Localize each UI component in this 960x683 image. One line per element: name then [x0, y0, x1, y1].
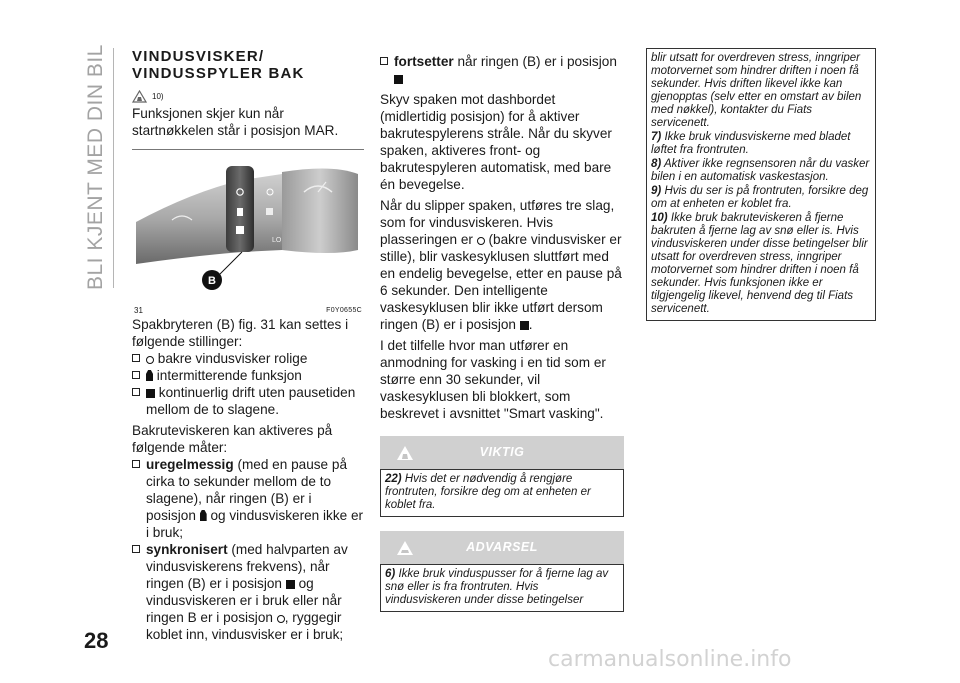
continuous-icon: [394, 75, 403, 84]
warning-notice-header: [380, 531, 624, 564]
paragraph-text: .: [528, 317, 533, 332]
mode-text: og vindusviskeren er i bruk eller når ringen B er i posisjon: [146, 576, 342, 625]
note-number: 7): [651, 131, 662, 143]
figure-number: 31: [134, 306, 143, 315]
ring-off-icon: [277, 615, 285, 623]
continuous-icon: [520, 321, 529, 330]
stop-item-text: kontinuerlig drift uten pausetiden mellom de to slagene.: [146, 385, 356, 417]
notice-text: Ikke bruk vinduspusser for å fjerne lag av snø eller is fra frontruten. Hvis vindusviskeren under disse betingelser: [385, 568, 609, 606]
note-number: 9): [651, 185, 662, 197]
mode-irregular: [132, 456, 364, 541]
important-notice-title: VIKTIG: [479, 445, 525, 459]
continuous-icon: [146, 389, 155, 398]
mode-term: fortsetter: [394, 54, 454, 69]
washer-paragraph: Skyv spaken mot dashbordet (midlertidig posisjon) for å aktiver bakrutespylerens stråle. Når du skyver spaken, aktiveres front- og bakrutespyleren automatisk, med bare én bevegelse.: [380, 92, 612, 192]
continuous-icon: [286, 580, 295, 589]
mode-text: , ryggegir koblet inn, vindusvisker er i bruk;: [146, 610, 344, 642]
intermittent-icon: [146, 370, 153, 381]
stalk-positions-intro: Spakbryteren (B) fig. 31 kan settes i følgende stillinger:: [132, 317, 349, 349]
important-notice-header: [380, 436, 624, 469]
stop-item-continuous: [132, 384, 364, 418]
timeout-paragraph: I det tilfelle hvor man utfører en anmodning for vasking i en tid som er større enn 30 sekunder, vil vaskesyklusen bli blokkert, som beskrevet i avsnittet "Smart vasking".: [380, 338, 606, 421]
warning-hand-icon: [396, 445, 414, 461]
stop-item-text: bakre vindusvisker rolige: [157, 351, 308, 366]
mode-term: synkronisert: [146, 542, 228, 557]
ring-off-icon: [477, 237, 485, 245]
mode-text: (med en pause på cirka to sekunder mellom de to slagene), når ringen (B) er i posisjon: [146, 457, 348, 523]
mode-continuous: [380, 53, 624, 87]
ring-off-icon: [146, 356, 154, 364]
warning-notice-body: [380, 564, 624, 612]
notice-number: 6): [385, 568, 396, 580]
stop-item-off: [132, 350, 364, 367]
mode-text: når ringen (B) er i posisjon: [457, 54, 617, 69]
footer-watermark-link[interactable]: carmanualsonline.info: [548, 647, 792, 672]
mode-text: (med halvparten av vindusviskerens frekvens), når ringen (B) er i posisjon: [146, 542, 348, 591]
warning-continuation-box: [646, 48, 876, 321]
activation-intro: Bakruteviskeren kan aktiveres på følgende måter:: [132, 423, 333, 455]
warning-hand-icon: [132, 90, 147, 103]
bullet-square-icon: [132, 371, 140, 379]
paragraph-text: Når du slipper spaken, utføres tre slag, som for vindusviskeren. Hvis plasseringen er: [380, 198, 615, 247]
continuation-text: blir utsatt for overdreven stress, inngriper motorvernet som hindrer driften i noen få sekunder. Hvis driften likevel ikke kan gjenopptas (selv etter en omstart av bilen med nøkkel), kontakter du Fiats servicenett.: [651, 52, 862, 129]
note-7: [651, 131, 871, 157]
column-1: [132, 48, 364, 643]
column-3: [646, 48, 876, 321]
intro-paragraph: Funksjonen skjer kun når startnøkkelen står i posisjon MAR.: [132, 106, 339, 138]
figure-code: F0Y0655C: [326, 307, 362, 314]
note-number: 10): [651, 212, 668, 224]
stalk-lo-label: LO: [272, 237, 282, 244]
notice-number: 22): [385, 473, 402, 485]
note-9: [651, 185, 871, 211]
important-notice-body: [380, 469, 624, 517]
warning-notice-title: ADVARSEL: [466, 540, 538, 554]
note-text: Ikke bruk vindusviskerne med bladet løftet fra frontruten.: [651, 131, 851, 156]
section-heading-line1: VINDUSVISKER/: [132, 48, 265, 65]
mode-text: og vindusviskeren ikke er i bruk;: [146, 508, 364, 540]
bullet-square-icon: [132, 354, 140, 362]
stop-item-text: intermitterende funksjon: [156, 368, 302, 383]
release-paragraph: [380, 197, 624, 333]
section-heading-line2: VINDUSSPYLER BAK: [132, 65, 305, 82]
mode-term: uregelmessig: [146, 457, 234, 472]
stop-item-intermittent: [132, 367, 364, 384]
note-number: 8): [651, 158, 662, 170]
mode-synchronized: [132, 541, 364, 643]
bullet-square-icon: [132, 388, 140, 396]
wiper-stalk-illustration: [132, 152, 364, 302]
section-divider: [113, 48, 114, 288]
figure-31: [132, 152, 364, 315]
note-10: [651, 212, 871, 316]
bullet-square-icon: [380, 57, 388, 65]
column-2: [380, 53, 624, 612]
note-text: Aktiver ikke regnsensoren når du vasker bilen i en automatisk vaskestasjon.: [651, 158, 870, 183]
note-text: Ikke bruk bakruteviskeren å fjerne bakruten å fjerne lag av snø eller is. Hvis vindusviskeren under disse betingelser blir utsatt for overdreven stress, inngriper motorvernet som hindrer driften i noen få sekunder. Hvis funksjonen ikke er tilgjengelig likevel, henvend deg til Fiats servicenett.: [651, 212, 868, 315]
bullet-square-icon: [132, 545, 140, 553]
page-number: 28: [84, 628, 109, 653]
section-title-vertical: BLI KJENT MED DIN BIL: [84, 44, 107, 290]
bullet-square-icon: [132, 460, 140, 468]
note-text: Hvis du ser is på frontruten, forsikre deg om at enheten er koblet fra.: [651, 185, 869, 210]
car-warning-icon: [396, 540, 414, 556]
reference-row: [132, 87, 364, 105]
figure-top-rule: [132, 149, 364, 150]
intermittent-icon: [200, 510, 207, 521]
reference-number: 10): [152, 91, 164, 101]
notice-text: Hvis det er nødvendig å rengjøre frontruten, forsikre deg om at enheten er koblet fra.: [385, 473, 591, 511]
callout-b-label: B: [208, 275, 216, 287]
note-8: [651, 158, 871, 184]
paragraph-text: (bakre vindusvisker er stille), blir vaskesyklusen sluttført med en endelig bevegelse, etter en pause på 6 sekunder. Den intelligente vaskesyklusen blir ikke utført dersom ringen (B) er i posisjon: [380, 232, 622, 332]
